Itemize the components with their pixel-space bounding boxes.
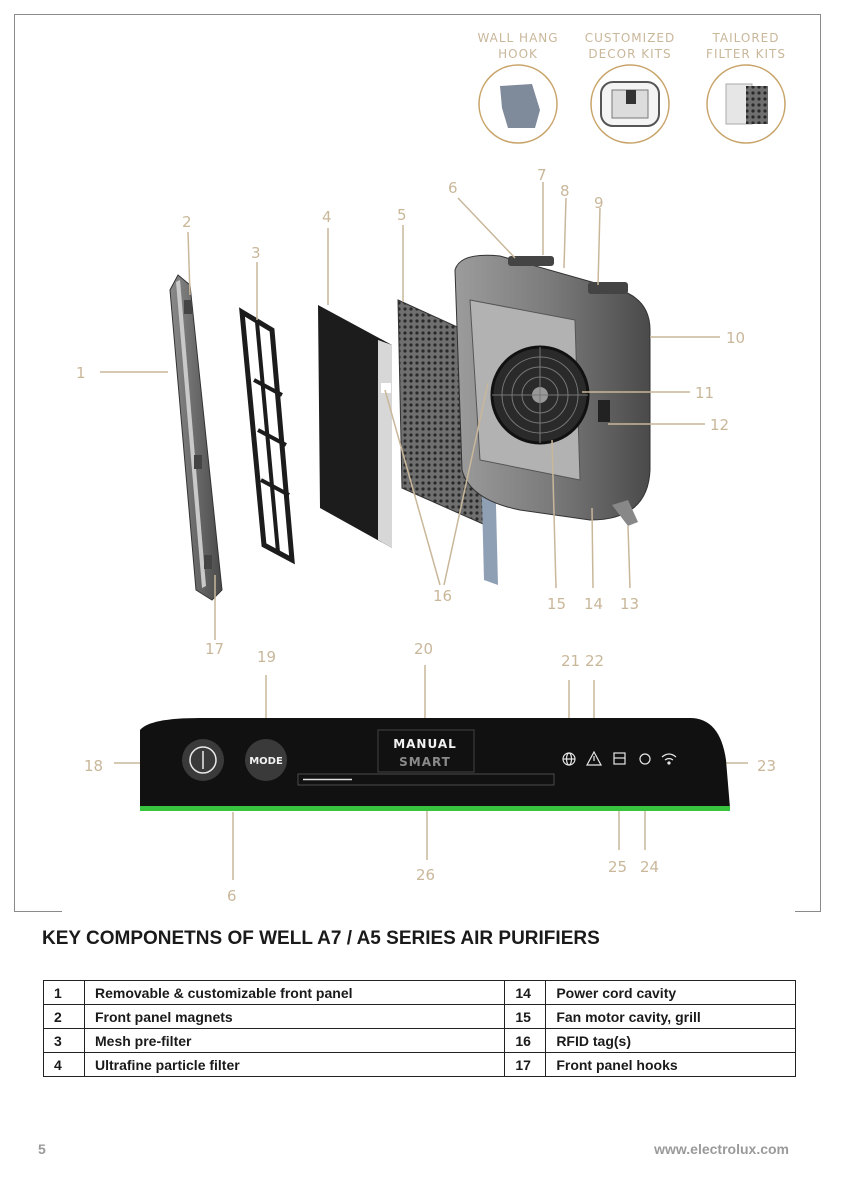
display-smart: SMART [399, 755, 451, 769]
display-manual: MANUAL [393, 737, 457, 751]
callout-2: 2 [182, 213, 192, 231]
right-description: Front panel hooks [546, 1053, 796, 1077]
kit-label-line1: WALL HANG [477, 31, 559, 45]
callout-16: 16 [433, 587, 453, 605]
callout-21: 21 [561, 652, 581, 670]
mode-button [245, 739, 287, 781]
left-number: 2 [44, 1005, 85, 1029]
kit-label-line2: DECOR KITS [588, 47, 672, 61]
right-number: 15 [505, 1005, 546, 1029]
right-number: 17 [505, 1053, 546, 1077]
callout-24: 24 [640, 858, 660, 876]
components-table [43, 980, 796, 1077]
callout-19: 19 [257, 648, 277, 666]
left-description: Mesh pre-filter [85, 1029, 505, 1053]
callout-13: 13 [620, 595, 640, 613]
callout-26: 26 [416, 866, 436, 884]
callout-8: 8 [560, 182, 570, 200]
front-panel-illustration [170, 275, 222, 600]
callout-5: 5 [397, 206, 407, 224]
section-heading: KEY COMPONETNS OF WELL A7 / A5 SERIES AIR PURIFIERS [42, 928, 600, 949]
kit-label-line2: HOOK [498, 47, 538, 61]
accessory-kit-decor [585, 31, 676, 143]
callout-14: 14 [584, 595, 604, 613]
callout-3: 3 [251, 244, 261, 262]
table-row [44, 981, 796, 1005]
table-row [44, 1029, 796, 1053]
callout-20: 20 [414, 640, 434, 658]
callout-15: 15 [547, 595, 567, 613]
right-number: 14 [505, 981, 546, 1005]
left-description: Ultrafine particle filter [85, 1053, 505, 1077]
callout-7: 7 [537, 166, 547, 184]
kit-label-line1: TAILORED [712, 31, 780, 45]
left-description: Front panel magnets [85, 1005, 505, 1029]
callout-18: 18 [84, 757, 104, 775]
status-light-bar [140, 806, 730, 811]
mesh-prefilter-illustration [242, 312, 292, 560]
left-description: Removable & customizable front panel [85, 981, 505, 1005]
left-number: 3 [44, 1029, 85, 1053]
callout-4: 4 [322, 208, 332, 226]
callout-12: 12 [710, 416, 730, 434]
callout-17: 17 [205, 640, 225, 658]
callout-6-top: 6 [448, 179, 458, 197]
callout-6-bottom: 6 [227, 887, 237, 905]
right-description: RFID tag(s) [546, 1029, 796, 1053]
power-button [182, 739, 224, 781]
page-number: 5 [38, 1141, 46, 1157]
callout-23: 23 [757, 757, 777, 775]
callout-25: 25 [608, 858, 628, 876]
particle-filter-illustration [318, 305, 392, 548]
mode-label: MODE [249, 756, 283, 767]
right-description: Fan motor cavity, grill [546, 1005, 796, 1029]
table-row [44, 1053, 796, 1077]
right-number: 16 [505, 1029, 546, 1053]
callout-11: 11 [695, 384, 715, 402]
right-description: Power cord cavity [546, 981, 796, 1005]
left-number: 1 [44, 981, 85, 1005]
left-number: 4 [44, 1053, 85, 1077]
kit-label-line1: CUSTOMIZED [584, 31, 676, 45]
control-panel-illustration [140, 718, 730, 811]
accessory-kit-wall-hook [477, 31, 558, 143]
callout-1: 1 [76, 364, 86, 382]
footer-url[interactable]: www.electrolux.com [654, 1141, 789, 1157]
callout-10: 10 [726, 329, 746, 347]
callout-9: 9 [594, 194, 604, 212]
accessory-kit-filter [706, 31, 786, 143]
callout-22: 22 [585, 652, 605, 670]
table-row [44, 1005, 796, 1029]
kit-label-line2: FILTER KITS [706, 47, 786, 61]
